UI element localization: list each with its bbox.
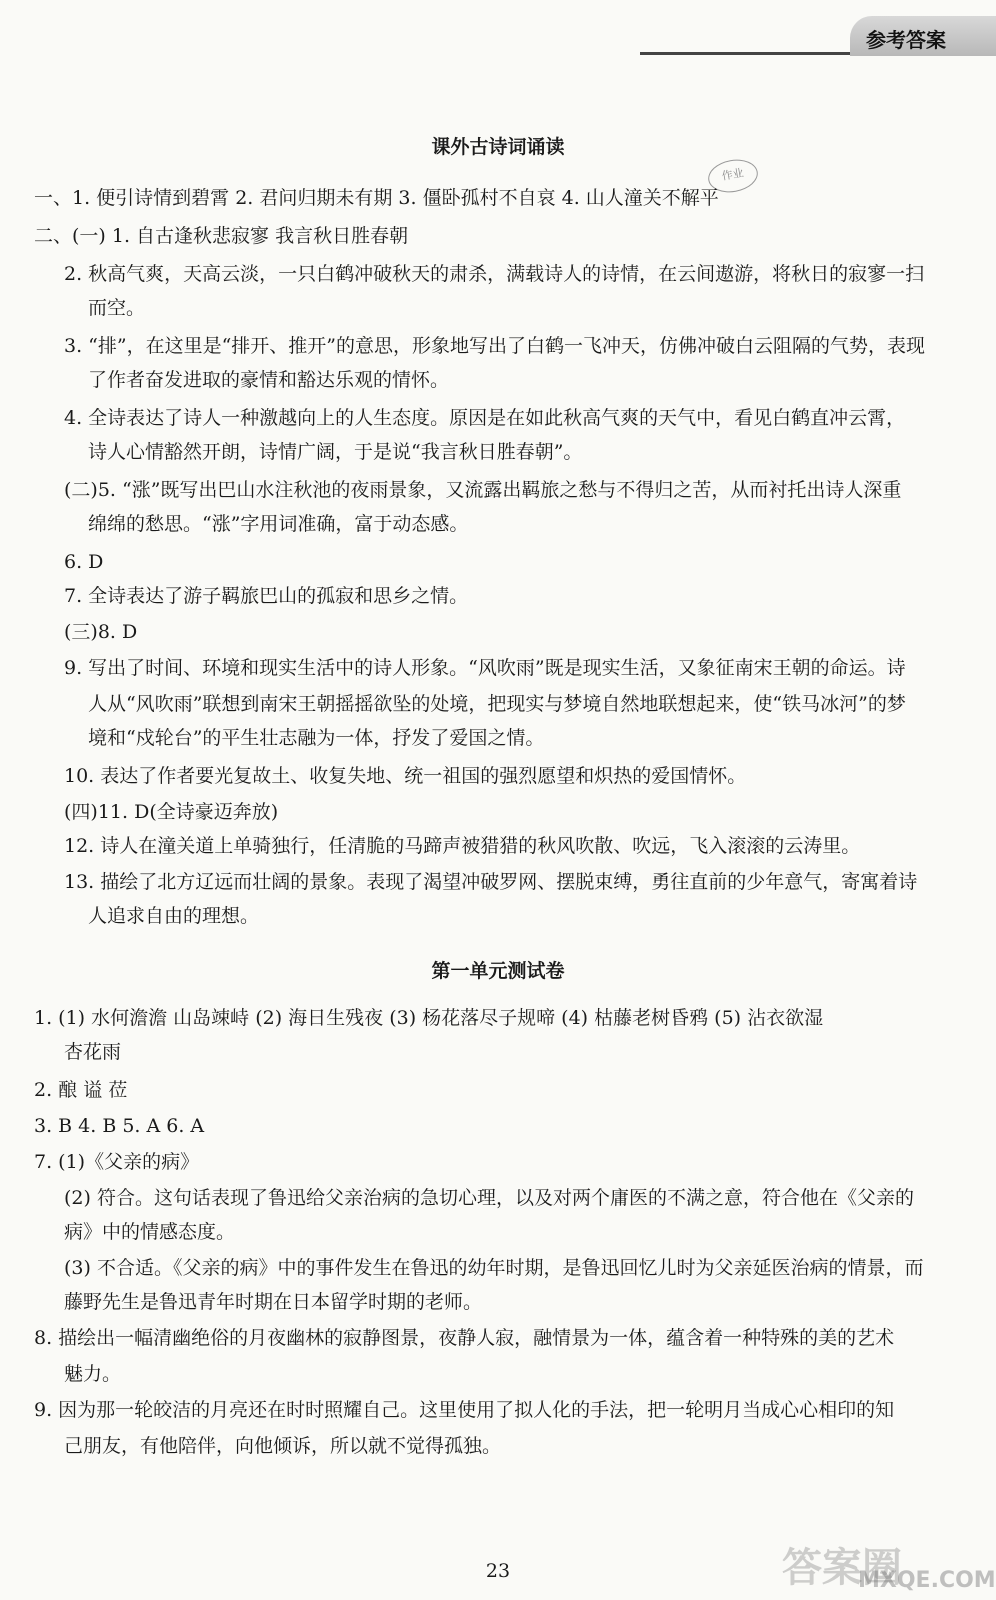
answer-line: (四)11. D(全诗豪迈奔放)	[64, 801, 279, 823]
answer-line: 诗人心情豁然开朗，诗情广阔，于是说“我言秋日胜春朝”。	[88, 441, 583, 463]
watermark-brand: 答案圈	[782, 1545, 902, 1591]
answer-line: 9. 因为那一轮皎洁的月亮还在时时照耀自己。这里使用了拟人化的手法，把一轮明月当成心心相印的知	[34, 1399, 895, 1421]
answer-line: 病》中的情感态度。	[64, 1221, 236, 1243]
section-title-2: 第一单元测试卷	[431, 960, 565, 982]
answer-line: 13. 描绘了北方辽远而壮阔的景象。表现了渴望冲破罗网、摆脱束缚，勇往直前的少年意气，寄寓着诗	[64, 871, 918, 893]
page-number: 23	[485, 1560, 511, 1582]
answer-line: 2. 秋高气爽，天高云淡，一只白鹤冲破秋天的肃杀，满载诗人的诗情，在云间遨游，将秋日的寂寥一扫	[64, 263, 925, 285]
answer-line: 境和“戍轮台”的平生壮志融为一体，抒发了爱国之情。	[88, 727, 545, 749]
answer-line: 一、1. 便引诗情到碧霄 2. 君问归期未有期 3. 僵卧孤村不自哀 4. 山人潼关不解平	[34, 187, 719, 209]
answer-line: 10. 表达了作者要光复故土、收复失地、统一祖国的强烈愿望和炽热的爱国情怀。	[64, 765, 747, 787]
answer-line: 魅力。	[64, 1363, 122, 1385]
header-band	[0, 0, 996, 64]
answer-line: (二)5. “涨”既写出巴山水注秋池的夜雨景象，又流露出羁旅之愁与不得归之苦，从而衬托出诗人深重	[64, 479, 902, 501]
answer-line: 3. B 4. B 5. A 6. A	[34, 1115, 205, 1137]
answer-line: 12. 诗人在潼关道上单骑独行，任清脆的马蹄声被猎猎的秋风吹散、吹远，飞入滚滚的云涛里。	[64, 835, 861, 857]
answer-line: 6. D	[64, 551, 104, 573]
header-label: 参考答案	[866, 28, 946, 52]
stamp-mark: 作业	[706, 156, 761, 196]
answer-line: 1. (1) 水何澹澹 山岛竦峙 (2) 海日生残夜 (3) 杨花落尽子规啼 (4) 枯藤老树昏鸦 (5) 沾衣欲湿	[34, 1007, 824, 1029]
answer-line: (三)8. D	[64, 621, 138, 643]
answer-line: 二、(一) 1. 自古逢秋悲寂寥 我言秋日胜春朝	[34, 225, 409, 247]
answer-line: 3. “排”，在这里是“排开、推开”的意思，形象地写出了白鹤一飞冲天，仿佛冲破白云阻隔的气势，表现	[64, 335, 926, 357]
answer-line: 人追求自由的理想。	[88, 905, 260, 927]
answer-line: 4. 全诗表达了诗人一种激越向上的人生态度。原因是在如此秋高气爽的天气中，看见白鹤直冲云霄，	[64, 407, 906, 429]
answer-line: 藤野先生是鲁迅青年时期在日本留学时期的老师。	[64, 1291, 483, 1313]
answer-line: 人从“风吹雨”联想到南宋王朝摇摇欲坠的处境，把现实与梦境自然地联想起来，使“铁马冰河”的梦	[88, 693, 906, 715]
answer-line: 而空。	[88, 297, 146, 319]
answer-line: 9. 写出了时间、环境和现实生活中的诗人形象。“风吹雨”既是现实生活，又象征南宋王朝的命运。诗	[64, 657, 906, 679]
answer-line: 7. (1)《父亲的病》	[34, 1151, 200, 1173]
answer-line: 杏花雨	[64, 1041, 122, 1063]
answer-line: (2) 符合。这句话表现了鲁迅给父亲治病的急切心理，以及对两个庸医的不满之意，符合他在《父亲的	[64, 1187, 914, 1209]
watermark-url: MXQE.COM	[858, 1568, 996, 1593]
answer-line: 绵绵的愁思。“涨”字用词准确，富于动态感。	[88, 513, 469, 535]
section-title-1: 课外古诗词诵读	[431, 136, 565, 158]
answer-line: 7. 全诗表达了游子羁旅巴山的孤寂和思乡之情。	[64, 585, 469, 607]
answer-line: 己朋友，有他陪伴，向他倾诉，所以就不觉得孤独。	[64, 1435, 502, 1457]
answer-line: (3) 不合适。《父亲的病》中的事件发生在鲁迅的幼年时期，是鲁迅回忆儿时为父亲延医治病的情景，而	[64, 1257, 924, 1279]
answer-line: 8. 描绘出一幅清幽绝俗的月夜幽林的寂静图景，夜静人寂，融情景为一体，蕴含着一种特殊的美的艺术	[34, 1327, 895, 1349]
answer-line: 2. 酿 谥 莅	[34, 1079, 128, 1101]
answer-line: 了作者奋发进取的豪情和豁达乐观的情怀。	[88, 369, 450, 391]
